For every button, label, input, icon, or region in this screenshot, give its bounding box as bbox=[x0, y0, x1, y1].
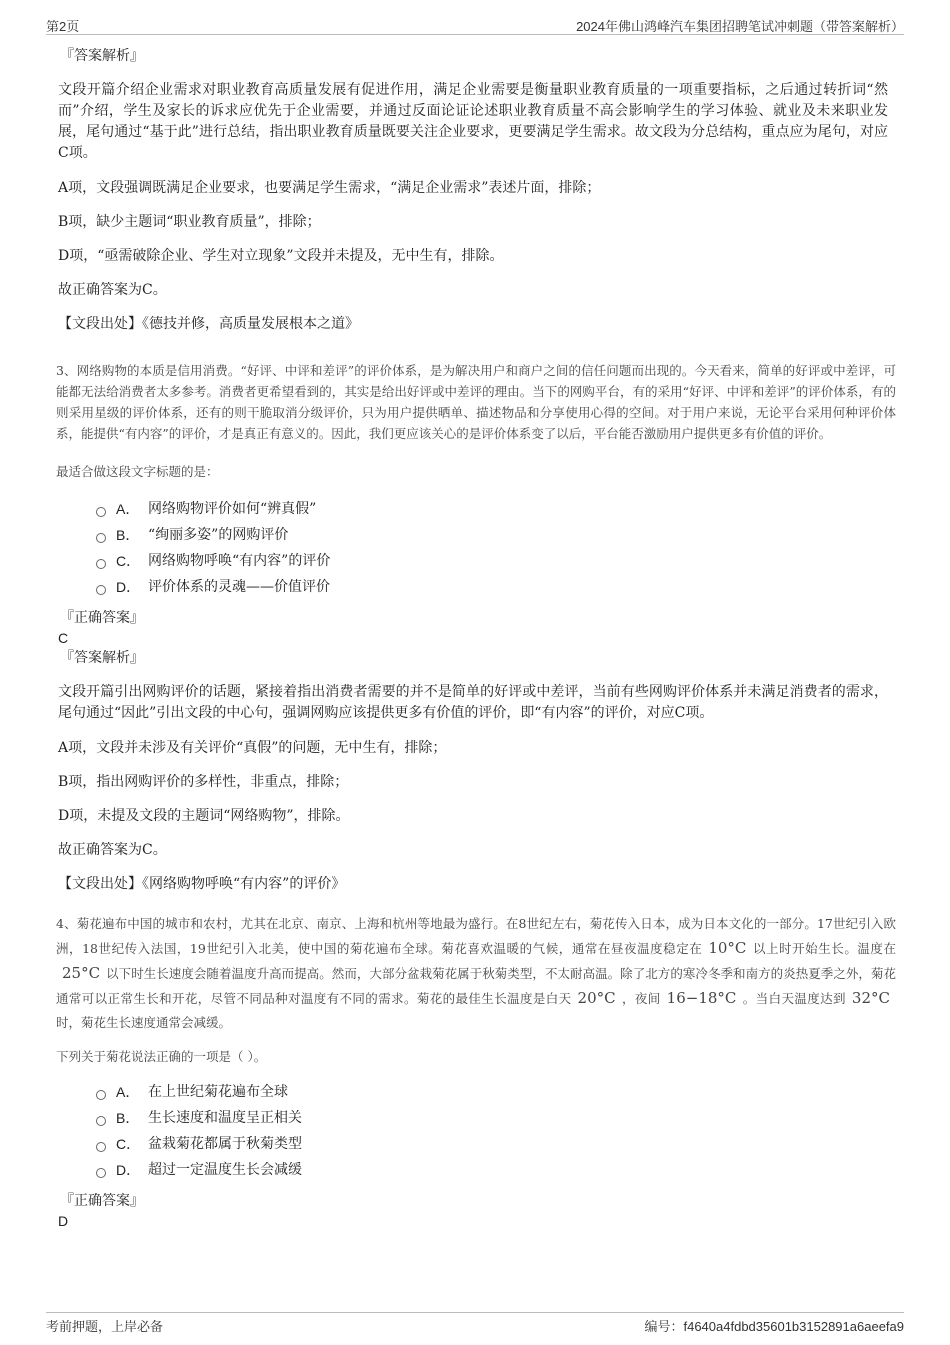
option-d-analysis: D项，未提及文段的主题词“网络购物”，排除。 bbox=[58, 808, 350, 824]
answer-label: 『正确答案』 bbox=[60, 1193, 144, 1209]
radio-icon[interactable] bbox=[96, 533, 106, 543]
temperature-value: 25°C bbox=[62, 964, 101, 982]
page-content bbox=[56, 40, 902, 1231]
option-b[interactable]: B． “绚丽多姿”的网购评价 bbox=[96, 522, 902, 548]
question-4-text: 4、菊花遍布中国的城市和农村，尤其在北京、南京、上海和杭州等地最为盛行。在8世纪左右，菊花传入日本，成为日本文化的一部分。17世纪引入欧洲，18世纪传入法国，19世纪引入北美，使中国的菊花遍布全球。菊花喜欢温暖的气候，通常在昼夜温度稳定在 10°C 以上时开始生长。温度在25°C 以下时生长速度会随着温度升高而提高。然而，大部分盆栽菊花属于秋菊类型，不太耐高温。除了北方的寒冷冬季和南方的炎热夏季之外，菊花通常可以正常生长和开花，尽管不同品种对温度有不同的需求。菊花的最佳生长温度是白天 20°C ，夜间 16−18°C 。当白天温度达到 32°C时，菊花生长速度通常会减缓。 bbox=[56, 916, 896, 1030]
option-a[interactable]: A． 在上世纪菊花遍布全球 bbox=[96, 1079, 902, 1105]
footer-slogan: 考前押题，上岸必备 bbox=[46, 1319, 164, 1334]
temperature-value: 10°C bbox=[708, 939, 747, 957]
radio-icon[interactable] bbox=[96, 559, 106, 569]
option-d[interactable]: D． 评价体系的灵魂——价值评价 bbox=[96, 574, 902, 600]
question-3-prompt: 最适合做这段文字标题的是： bbox=[56, 464, 219, 479]
option-b-analysis: B项，指出网购评价的多样性，非重点，排除； bbox=[58, 774, 349, 790]
document-title: 2024年佛山鸿峰汽车集团招聘笔试冲刺题（带答案解析） bbox=[576, 19, 904, 34]
option-a-analysis: A项，文段强调既满足企业要求，也要满足学生需求，“满足企业需求”表述片面，排除； bbox=[58, 180, 601, 196]
radio-icon[interactable] bbox=[96, 1142, 106, 1152]
question-3-text: 3、网络购物的本质是信用消费。“好评、中评和差评”的评价体系，是为解决用户和商户之间的信任问题而出现的。今天看来，简单的好评或中差评，可能都无法给消费者太多参考。消费者更希望看到的，其实是给出好评或中差评的理由。当下的网购平台，有的采用“好评、中评和差评”的评价体系，有的则采用星级的评价体系，还有的则干脆取消分级评价，只为用户提供晒单、描述物品和分享使用心得的空间。对于用户来说，无论平台采用何种评价体系，能提供“有内容”的评价，才是真正有意义的。因此，我们更应该关心的是评价体系变了以后，平台能否激励用户提供更多有价值的评价。 bbox=[56, 363, 896, 441]
option-c[interactable]: C． 盆栽菊花都属于秋菊类型 bbox=[96, 1131, 902, 1157]
conclusion: 故正确答案为C。 bbox=[58, 282, 167, 298]
correct-answer: D bbox=[58, 1213, 69, 1229]
question-4-prompt: 下列关于菊花说法正确的一项是（ ）。 bbox=[56, 1049, 267, 1064]
page-header bbox=[46, 14, 904, 35]
temperature-value: 16−18°C bbox=[666, 989, 737, 1007]
radio-icon[interactable] bbox=[96, 1090, 106, 1100]
question-4-options bbox=[96, 1079, 902, 1183]
page-number: 第2页 bbox=[46, 19, 80, 34]
temperature-value: 32°C bbox=[851, 989, 890, 1007]
option-a[interactable]: A． 网络购物评价如何“辨真假” bbox=[96, 496, 902, 522]
passage-source: 【文段出处】《网络购物呼唤“有内容”的评价》 bbox=[58, 876, 346, 892]
radio-icon[interactable] bbox=[96, 585, 106, 595]
analysis-text: 文段开篇引出网购评价的话题，紧接着指出消费者需要的并不是简单的好评或中差评，当前有些网购评价体系并未满足消费者的需求，尾句通过“因此”引出文段的中心句，强调网购应该提供更多有价值的评价，即“有内容”的评价，对应C项。 bbox=[58, 684, 888, 721]
option-d[interactable]: D． 超过一定温度生长会减缓 bbox=[96, 1157, 902, 1183]
answer-label: 『正确答案』 bbox=[60, 610, 144, 626]
analysis-label: 『答案解析』 bbox=[60, 48, 144, 64]
option-b-analysis: B项，缺少主题词“职业教育质量”，排除； bbox=[58, 214, 321, 230]
option-b[interactable]: B． 生长速度和温度呈正相关 bbox=[96, 1105, 902, 1131]
option-c[interactable]: C． 网络购物呼唤“有内容”的评价 bbox=[96, 548, 902, 574]
temperature-value: 20°C bbox=[577, 989, 616, 1007]
question-3-options bbox=[96, 496, 902, 600]
document-id: 编号：f4640a4fdbd35601b3152891a6aeefa9 bbox=[644, 1319, 904, 1334]
conclusion: 故正确答案为C。 bbox=[58, 842, 167, 858]
passage-source: 【文段出处】《德技并修，高质量发展根本之道》 bbox=[58, 316, 359, 332]
radio-icon[interactable] bbox=[96, 507, 106, 517]
analysis-label: 『答案解析』 bbox=[60, 650, 144, 666]
correct-answer: C bbox=[58, 630, 69, 646]
analysis-text: 文段开篇介绍企业需求对职业教育高质量发展有促进作用，满足企业需要是衡量职业教育质量的一项重要指标，之后通过转折词“然而”介绍，学生及家长的诉求应优先于企业需要，并通过反面论证论述职业教育质量不高会影响学生的学习体验、就业及未来职业发展，尾句通过“基于此”进行总结，指出职业教育质量既要关注企业要求，更要满足学生需求。故文段为分总结构，重点应为尾句，对应C项。 bbox=[58, 82, 888, 161]
radio-icon[interactable] bbox=[96, 1168, 106, 1178]
page-footer bbox=[46, 1312, 904, 1337]
radio-icon[interactable] bbox=[96, 1116, 106, 1126]
option-a-analysis: A项，文段并未涉及有关评价“真假”的问题，无中生有，排除； bbox=[58, 740, 447, 756]
option-d-analysis: D项，“亟需破除企业、学生对立现象”文段并未提及，无中生有，排除。 bbox=[58, 248, 504, 264]
